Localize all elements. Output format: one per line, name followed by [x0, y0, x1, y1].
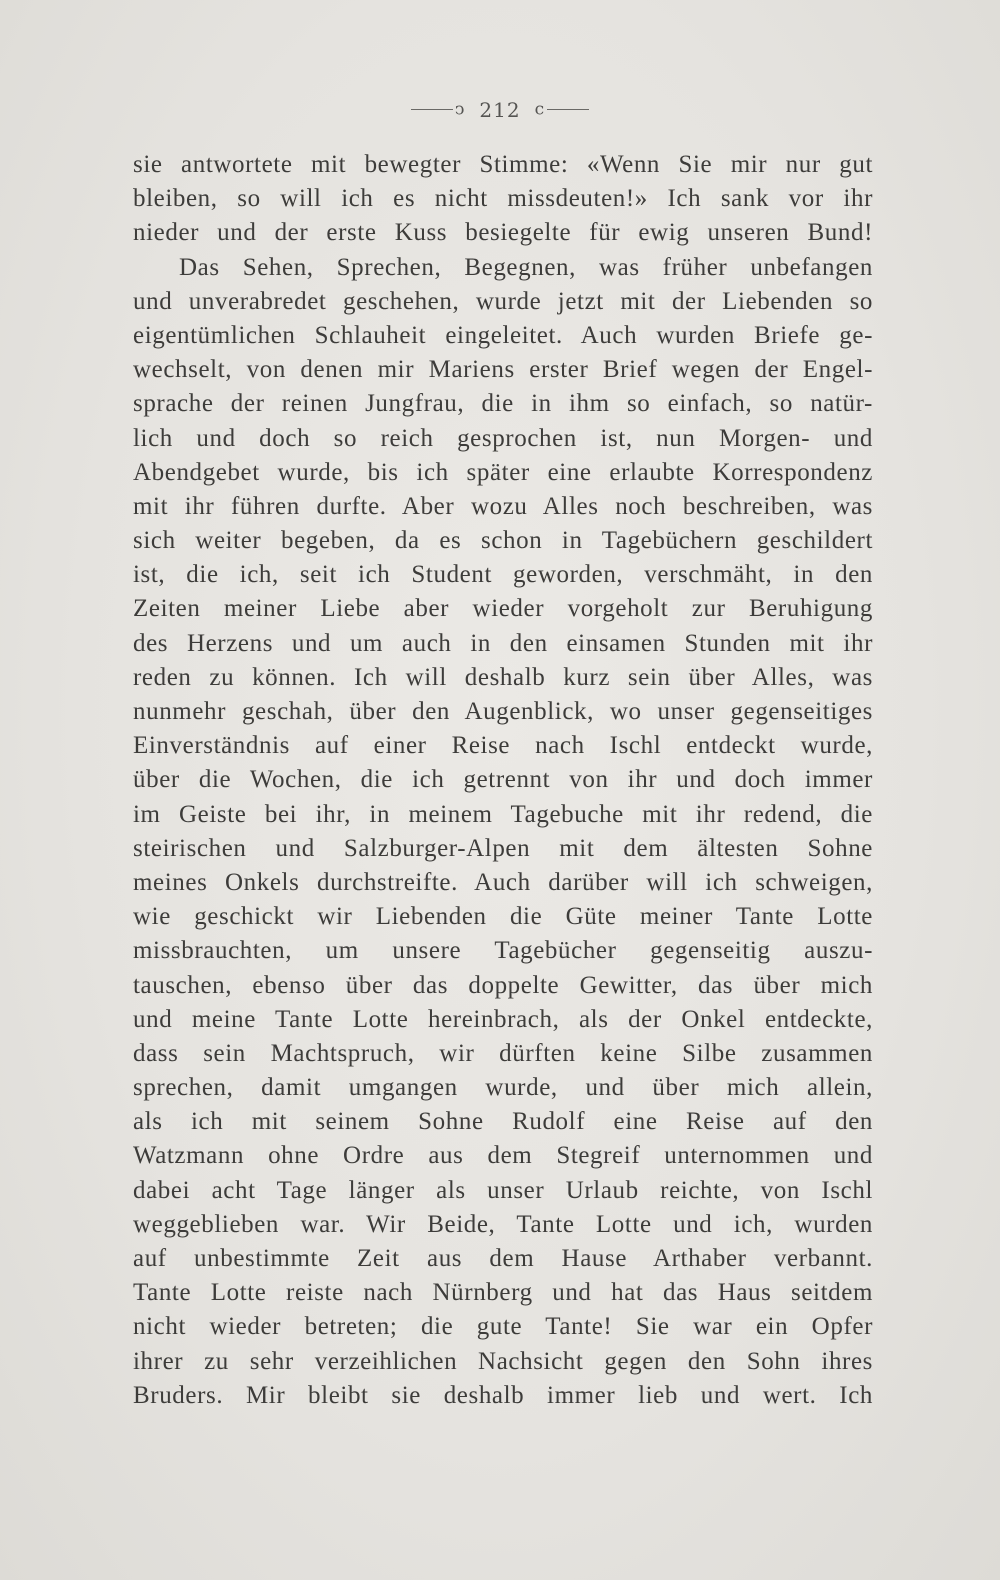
page-header — [0, 96, 1000, 122]
header-ornament-right: c — [534, 99, 546, 120]
header-rule-right — [547, 109, 589, 110]
text-line: als ich mit seinem Sohne Rudolf eine Reise auf den — [133, 1108, 873, 1136]
text-line: Tante Lotte reiste nach Nürnberg und hat das Haus seitdem — [133, 1279, 873, 1307]
text-line: und meine Tante Lotte hereinbrach, als der Onkel entdeckte, — [133, 1005, 873, 1033]
text-line: sprechen, damit umgangen wurde, und über mich allein, — [133, 1074, 873, 1102]
text-line: nunmehr geschah, über den Augenblick, wo unser gegenseitiges — [133, 698, 873, 725]
text-line: und unverabredet geschehen, wurde jetzt mit der Liebenden so — [133, 287, 873, 315]
text-line: dabei acht Tage länger als unser Urlaub reichte, von Ischl — [133, 1176, 873, 1204]
text-line: wechselt, von denen mir Mariens erster Brief wegen der Engel- — [133, 356, 873, 384]
text-line: nieder und der erste Kuss besiegelte für ewig unseren Bund! — [133, 219, 873, 247]
text-line: wie geschickt wir Liebenden die Güte meiner Tante Lotte — [133, 903, 873, 931]
text-line: bleiben, so will ich es nicht missdeuten!» Ich sank vor ihr — [133, 185, 873, 213]
text-line: eigentümlichen Schlauheit eingeleitet. Auch wurden Briefe ge- — [133, 321, 873, 349]
text-line: Abendgebet wurde, bis ich später eine erlaubte Korrespondenz — [133, 458, 873, 486]
text-line: Bruders. Mir bleibt sie deshalb immer lieb und wert. Ich — [133, 1381, 873, 1409]
text-line: steirischen und Salzburger-Alpen mit dem ältesten Sohne — [133, 834, 873, 862]
text-line: des Herzens und um auch in den einsamen Stunden mit ihr — [133, 629, 873, 657]
text-line: auf unbestimmte Zeit aus dem Hause Arthaber verbannt. — [133, 1245, 873, 1272]
text-line: dass sein Machtspruch, wir dürften keine Silbe zusammen — [133, 1039, 873, 1067]
text-line: tauschen, ebenso über das doppelte Gewitter, das über mich — [133, 971, 873, 999]
text-line: Einverständnis auf einer Reise nach Ischl entdeckt wurde, — [133, 732, 873, 760]
text-line: ihrer zu sehr verzeihlichen Nachsicht gegen den Sohn ihres — [133, 1347, 873, 1375]
header-rule-left — [411, 109, 453, 110]
text-line: sie antwortete mit bewegter Stimme: «Wenn Sie mir nur gut — [133, 151, 873, 178]
text-line: mit ihr führen durfte. Aber wozu Alles noch beschreiben, was — [133, 492, 873, 520]
text-line: meines Onkels durchstreifte. Auch darüber will ich schweigen, — [133, 868, 873, 896]
paragraph-start-line: Das Sehen, Sprechen, Begegnen, was früher unbefangen — [179, 253, 873, 281]
text-line: Watzmann ohne Ordre aus dem Stegreif unternommen und — [133, 1142, 873, 1170]
header-ornament-left: ↄ — [454, 99, 466, 120]
text-line: weggeblieben war. Wir Beide, Tante Lotte und ich, wurden — [133, 1210, 873, 1238]
text-line: reden zu können. Ich will deshalb kurz sein über Alles, was — [133, 663, 873, 691]
text-line: sprache der reinen Jungfrau, die in ihm so einfach, so natür- — [133, 390, 873, 418]
text-line: Zeiten meiner Liebe aber wieder vorgeholt zur Beruhigung — [133, 595, 873, 623]
text-line: ist, die ich, seit ich Student geworden, verschmäht, in den — [133, 561, 873, 589]
text-line: nicht wieder betreten; die gute Tante! Sie war ein Opfer — [133, 1313, 873, 1341]
text-line: missbrauchten, um unsere Tagebücher gegenseitig auszu- — [133, 937, 873, 965]
text-line: lich und doch so reich gesprochen ist, nun Morgen- und — [133, 424, 873, 452]
text-line: über die Wochen, die ich getrennt von ihr und doch immer — [133, 766, 873, 794]
text-line: sich weiter begeben, da es schon in Tagebüchern geschildert — [133, 527, 873, 555]
body-text — [133, 148, 873, 1413]
page-number: 212 — [479, 97, 521, 122]
text-line: im Geiste bei ihr, in meinem Tagebuche mit ihr redend, die — [133, 800, 873, 828]
